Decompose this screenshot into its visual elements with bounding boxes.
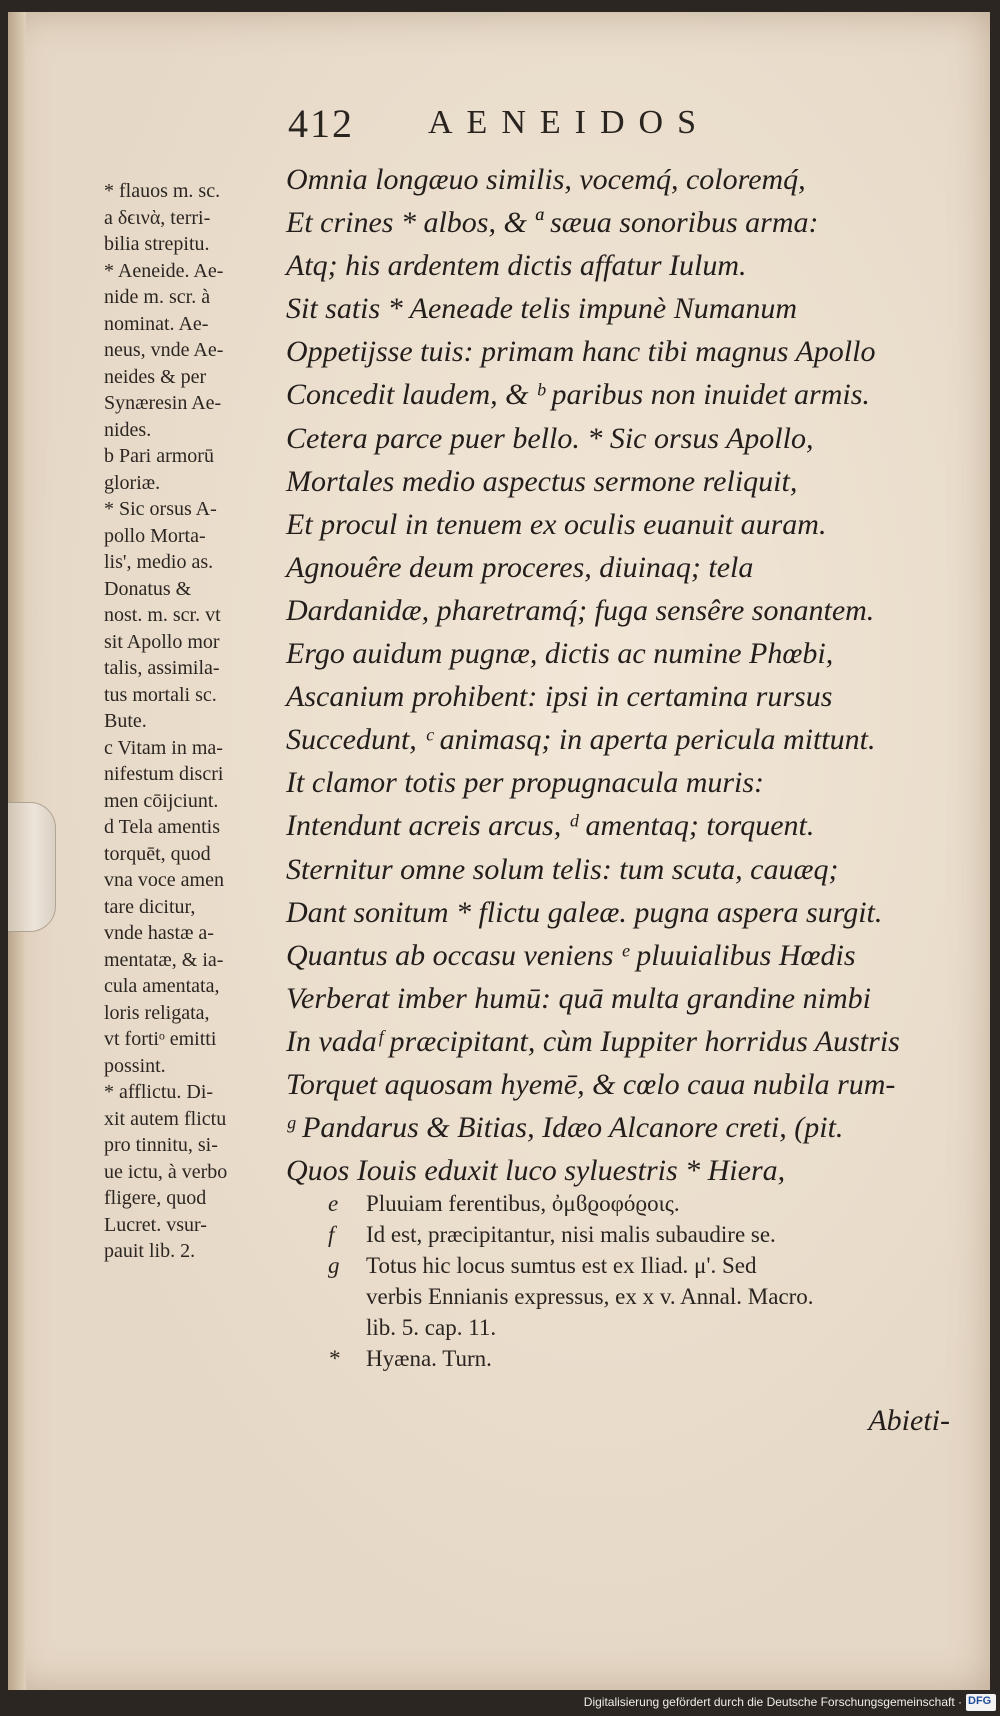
- verse-line: Oppetijsse tuis: primam hanc tibi magnus Apollo: [286, 335, 876, 369]
- footnotes: [328, 1188, 968, 1374]
- verse-line: Cetera parce puer bello. * Sic orsus Apollo,: [286, 421, 814, 455]
- book-page: [8, 12, 990, 1690]
- footnote-mark: f: [328, 1222, 335, 1247]
- footnote: [328, 1219, 968, 1250]
- verse-line: Ascanium prohibent: ipsi in certamina rursus: [286, 680, 833, 714]
- verse-text: [286, 158, 976, 1192]
- marginal-note-line: bilia strepitu.: [104, 233, 210, 255]
- verse-line: Concedit laudem, & ᵇ paribus non inuidet armis.: [286, 378, 870, 412]
- marginal-note-line: nide m. scr. à: [104, 286, 211, 308]
- marginal-note-line: Lucret. vsur-: [104, 1213, 207, 1236]
- footnote-line: lib. 5. cap. 11.: [366, 1315, 497, 1340]
- marginal-note-line: neides & per: [104, 365, 207, 388]
- marginal-note-line: possint.: [104, 1054, 166, 1077]
- catchword: Abieti-: [868, 1404, 950, 1437]
- marginal-note-line: xit autem flictu: [104, 1107, 227, 1130]
- marginal-note-line: torquēt, quod: [104, 842, 211, 865]
- marginal-note-line: neus, vnde Ae-: [104, 339, 224, 361]
- running-head: [288, 100, 808, 150]
- footnote: [328, 1343, 968, 1374]
- marginal-note-line: lis', medio as.: [104, 551, 214, 573]
- marginal-note-line: Bute.: [104, 710, 147, 732]
- verse-line: Agnouêre deum proceres, diuinaq; tela: [286, 550, 754, 584]
- marginal-note-line: vna voce amen: [104, 869, 224, 891]
- marginal-note-line: Synæresin Ae-: [104, 392, 222, 414]
- marginal-note-line: a δϵινὰ, terri-: [104, 206, 211, 229]
- marginal-note-line: pro tinnitu, si-: [104, 1134, 218, 1156]
- marginal-note-line: pauit lib. 2.: [104, 1240, 196, 1262]
- marginal-note-line: nides.: [104, 418, 152, 441]
- marginal-note-line: cula amentata,: [104, 975, 220, 997]
- marginal-note-line: d Tela amentis: [104, 816, 220, 838]
- marginal-note-line: fligere, quod: [104, 1187, 207, 1209]
- footnote-line: Totus hic locus sumtus est ex Iliad. μ'. Sed: [366, 1253, 757, 1278]
- marginal-note-line: tus mortali sc.: [104, 683, 217, 706]
- verse-line: ᵍ Pandarus & Bitias, Idæo Alcanore creti, (pit.: [286, 1111, 844, 1145]
- footnote: [328, 1250, 968, 1343]
- marginal-note-line: Donatus &: [104, 577, 192, 600]
- running-title: AENEIDOS: [428, 104, 710, 141]
- verse-line: In vadaᶠ præcipitant, cùm Iuppiter horridus Austris: [286, 1024, 900, 1058]
- marginal-note-line: pollo Morta-: [104, 524, 206, 547]
- footnote-mark: g: [328, 1253, 340, 1278]
- marginal-note-line: talis, assimila-: [104, 657, 220, 679]
- verse-line: Atq; his ardentem dictis affatur Iulum.: [286, 249, 747, 283]
- verse-line: Et crines * albos, & ª sæua sonoribus arma:: [286, 206, 819, 240]
- marginal-note-line: men cōijciunt.: [104, 789, 219, 812]
- verse-line: Verberat imber humū: quā multa grandine nimbi: [286, 981, 871, 1015]
- marginal-notes: [104, 178, 294, 1265]
- marginal-note-line: b Pari armorū: [104, 445, 214, 467]
- scanner-clip: [8, 802, 56, 932]
- marginal-note-line: * flauos m. sc.: [104, 180, 221, 202]
- footnote-line: verbis Ennianis expressus, ex x v. Annal. Macro.: [366, 1284, 814, 1309]
- marginal-note-line: gloriæ.: [104, 471, 161, 494]
- marginal-note-line: tare dicitur,: [104, 895, 196, 918]
- dfg-logo: [966, 1694, 996, 1711]
- marginal-note-line: sit Apollo mor: [104, 630, 220, 653]
- verse-line: Et procul in tenuem ex oculis euanuit auram.: [286, 507, 827, 541]
- verse-line: Sit satis * Aeneade telis impunè Numanum: [286, 292, 798, 326]
- verse-line: Mortales medio aspectus sermone reliquit,: [286, 464, 798, 498]
- dfg-logo-text: DFG: [968, 1695, 992, 1707]
- marginal-note-line: nifestum discri: [104, 763, 224, 785]
- verse-line: Torquet aquosam hyemē, & cœlo caua nubila rum-: [286, 1067, 896, 1101]
- digitization-credit-bar: [0, 1690, 1000, 1716]
- verse-line: Intendunt acreis arcus, ᵈ amentaq; torquent.: [286, 809, 815, 843]
- footnote: [328, 1188, 968, 1219]
- marginal-note-line: nominat. Ae-: [104, 312, 209, 335]
- marginal-note-line: * Sic orsus A-: [104, 498, 217, 520]
- marginal-note-line: ue ictu, à verbo: [104, 1160, 228, 1183]
- verse-line: Quantus ab occasu veniens ᵉ pluuialibus Hœdis: [286, 938, 856, 972]
- marginal-note-line: vnde hastæ a-: [104, 922, 214, 944]
- verse-line: Dardanidæ, pharetramq́; fuga sensêre sonantem.: [286, 593, 875, 627]
- credit-text: Digitalisierung gefördert durch die Deutsche Forschungsgemeinschaft ·: [583, 1695, 962, 1709]
- footnote-mark: e: [328, 1191, 339, 1216]
- marginal-note-line: loris religata,: [104, 1001, 210, 1024]
- verse-line: Omnia longæuo similis, vocemq́, coloremq́,: [286, 163, 806, 196]
- verse-line: Succedunt, ᶜ animasq; in aperta pericula mittunt.: [286, 723, 876, 757]
- marginal-note-line: mentatæ, & ia-: [104, 948, 224, 971]
- footnote-line: Id est, præcipitantur, nisi malis subaudire se.: [366, 1222, 776, 1247]
- verse-line: Ergo auidum pugnæ, dictis ac numine Phœbi,: [286, 637, 834, 671]
- marginal-note-line: nost. m. scr. vt: [104, 604, 221, 626]
- footnote-mark: *: [328, 1346, 340, 1371]
- marginal-note-line: c Vitam in ma-: [104, 736, 223, 759]
- marginal-note-line: vt fortiᵒ emitti: [104, 1028, 217, 1050]
- verse-line: Sternitur omne solum telis: tum scuta, cauæq;: [286, 852, 839, 886]
- marginal-note-line: * Aeneide. Ae-: [104, 259, 224, 282]
- verse-line: It clamor totis per propugnacula muris:: [286, 766, 765, 800]
- marginal-note-line: * afflictu. Di-: [104, 1081, 214, 1103]
- verse-line: Dant sonitum * flictu galeæ. pugna aspera surgit.: [286, 895, 883, 929]
- footnote-line: Pluuiam ferentibus, ὀμϐϱοφόϱοις.: [366, 1191, 680, 1216]
- page-number: 412: [288, 101, 354, 146]
- verse-line: Quos Iouis eduxit luco syluestris * Hiera,: [286, 1154, 786, 1188]
- footnote-line: Hyæna. Turn.: [366, 1346, 492, 1371]
